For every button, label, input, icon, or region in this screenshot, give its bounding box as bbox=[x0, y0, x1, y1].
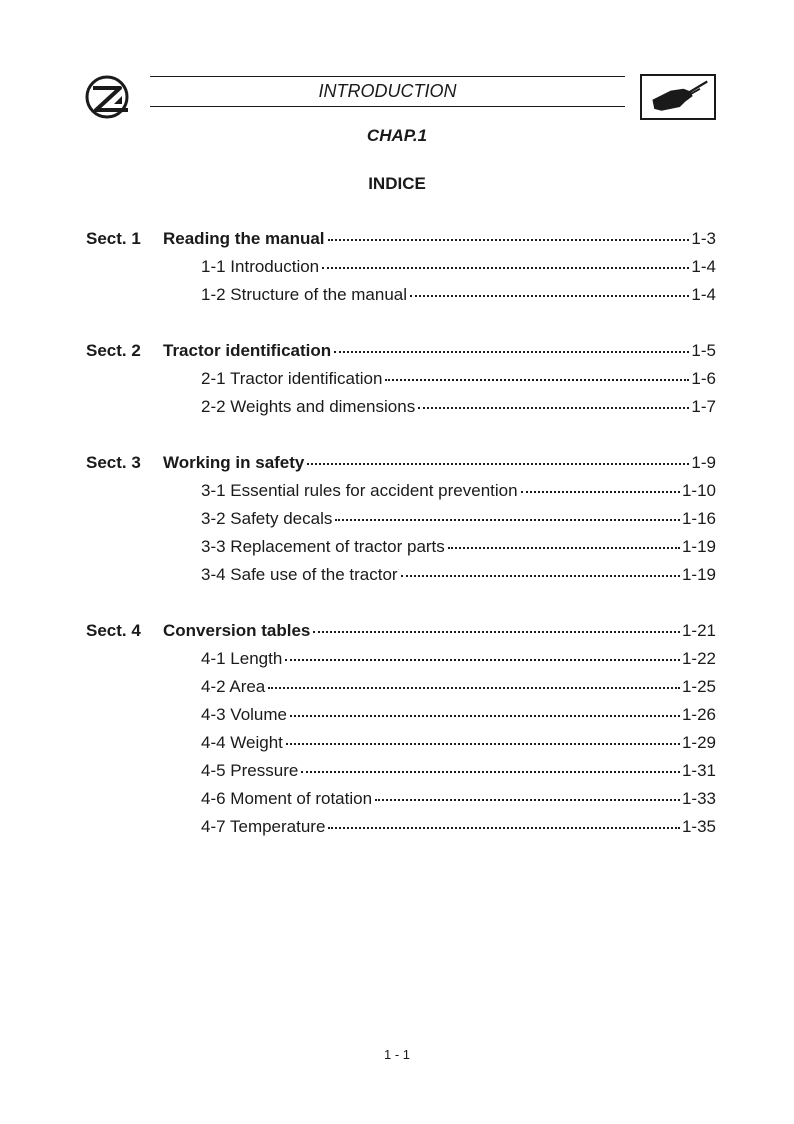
toc-page-ref: 1-4 bbox=[691, 257, 716, 276]
toc-subsection-title: 3-4 Safe use of the tractor bbox=[201, 565, 398, 584]
toc-leader-dots bbox=[285, 659, 680, 661]
toc-subsection-title: 3-1 Essential rules for accident prevention bbox=[201, 481, 518, 500]
toc-leader-dots bbox=[322, 267, 689, 269]
toc-page-ref: 1-5 bbox=[691, 341, 716, 360]
toc-subsection-title: 4-3 Volume bbox=[201, 705, 287, 724]
toc-leader-dots bbox=[328, 239, 690, 241]
toc-leader-dots bbox=[401, 575, 680, 577]
toc-page-ref: 1-16 bbox=[681, 509, 716, 528]
toc-leader-dots bbox=[286, 743, 680, 745]
page-number: 1 - 1 bbox=[383, 1047, 410, 1062]
toc-section-title: Conversion tables bbox=[163, 621, 311, 640]
toc-section-row[interactable] bbox=[86, 228, 716, 250]
toc-subsection-title: 4-2 Area bbox=[201, 677, 266, 696]
toc-page-ref: 1-10 bbox=[681, 481, 716, 500]
toc-subsection-title: 2-2 Weights and dimensions bbox=[201, 397, 416, 416]
toc-page-ref: 1-22 bbox=[681, 649, 716, 668]
toc-section-row[interactable] bbox=[86, 340, 716, 362]
toc-section-label: Sect. 3 bbox=[86, 453, 141, 472]
toc-page-ref: 1-7 bbox=[691, 397, 716, 416]
toc-leader-dots bbox=[521, 491, 680, 493]
toc-leader-dots bbox=[328, 827, 680, 829]
toc-leader-dots bbox=[268, 687, 680, 689]
toc-subsection-row[interactable] bbox=[201, 368, 716, 390]
pointing-hand-icon bbox=[640, 74, 716, 120]
toc-subsection-title: 4-1 Length bbox=[201, 649, 283, 668]
toc-page-ref: 1-26 bbox=[681, 705, 716, 724]
toc-leader-dots bbox=[410, 295, 689, 297]
toc-subsection-title: 3-3 Replacement of tractor parts bbox=[201, 537, 445, 556]
toc-subsection-row[interactable] bbox=[201, 256, 716, 278]
toc-leader-dots bbox=[313, 631, 680, 633]
toc-section-label: Sect. 1 bbox=[86, 229, 141, 248]
toc-subsection-title: 4-5 Pressure bbox=[201, 761, 299, 780]
toc-leader-dots bbox=[334, 351, 689, 353]
toc-leader-dots bbox=[335, 519, 680, 521]
toc-subsection-row[interactable] bbox=[201, 480, 716, 502]
toc-page-ref: 1-31 bbox=[681, 761, 716, 780]
toc-subsection-row[interactable] bbox=[201, 676, 716, 698]
toc-subsection-row[interactable] bbox=[201, 508, 716, 530]
toc-subsection-row[interactable] bbox=[201, 284, 716, 306]
toc-subsection-title: 4-6 Moment of rotation bbox=[201, 789, 373, 808]
toc-section-title: Reading the manual bbox=[163, 229, 325, 248]
toc-page-ref: 1-21 bbox=[681, 621, 716, 640]
toc-leader-dots bbox=[290, 715, 680, 717]
index-heading: INDICE bbox=[368, 174, 426, 193]
toc-subsection-row[interactable] bbox=[201, 564, 716, 586]
toc-page-ref: 1-3 bbox=[691, 229, 716, 248]
toc-page-ref: 1-4 bbox=[691, 285, 716, 304]
toc-subsection-row[interactable] bbox=[201, 704, 716, 726]
toc-section-label: Sect. 2 bbox=[86, 341, 141, 360]
toc-leader-dots bbox=[418, 407, 689, 409]
toc-subsection-row[interactable] bbox=[201, 816, 716, 838]
toc-section-row[interactable] bbox=[86, 620, 716, 642]
header-rule-top bbox=[150, 76, 625, 77]
toc-subsection-row[interactable] bbox=[201, 396, 716, 418]
toc-section-title: Tractor identification bbox=[163, 341, 332, 360]
toc-page-ref: 1-6 bbox=[691, 369, 716, 388]
toc-leader-dots bbox=[385, 379, 689, 381]
toc-page-ref: 1-25 bbox=[681, 677, 716, 696]
toc-page-ref: 1-35 bbox=[681, 817, 716, 836]
toc-subsection-title: 4-7 Temperature bbox=[201, 817, 326, 836]
toc-page-ref: 1-19 bbox=[681, 565, 716, 584]
toc-page-ref: 1-19 bbox=[681, 537, 716, 556]
toc-page-ref: 1-29 bbox=[681, 733, 716, 752]
toc-subsection-row[interactable] bbox=[201, 732, 716, 754]
toc-subsection-row[interactable] bbox=[201, 536, 716, 558]
toc-page-ref: 1-33 bbox=[681, 789, 716, 808]
header-rule-bottom bbox=[150, 106, 625, 107]
toc-subsection-title: 4-4 Weight bbox=[201, 733, 283, 752]
toc-leader-dots bbox=[307, 463, 689, 465]
chapter-heading: CHAP.1 bbox=[366, 126, 428, 145]
toc-leader-dots bbox=[301, 771, 680, 773]
toc-subsection-title: 1-2 Structure of the manual bbox=[201, 285, 408, 304]
toc-subsection-row[interactable] bbox=[201, 760, 716, 782]
toc-subsection-row[interactable] bbox=[201, 788, 716, 810]
toc-section-row[interactable] bbox=[86, 452, 716, 474]
section-title: INTRODUCTION bbox=[318, 81, 457, 101]
toc-page-ref: 1-9 bbox=[691, 453, 716, 472]
toc-subsection-title: 1-1 Introduction bbox=[201, 257, 320, 276]
toc-section-label: Sect. 4 bbox=[86, 621, 141, 640]
toc-subsection-title: 2-1 Tractor identification bbox=[201, 369, 383, 388]
toc-subsection-row[interactable] bbox=[201, 648, 716, 670]
toc-leader-dots bbox=[448, 547, 680, 549]
toc-leader-dots bbox=[375, 799, 680, 801]
brand-logo-icon bbox=[84, 74, 134, 120]
toc-subsection-title: 3-2 Safety decals bbox=[201, 509, 333, 528]
toc-section-title: Working in safety bbox=[163, 453, 305, 472]
